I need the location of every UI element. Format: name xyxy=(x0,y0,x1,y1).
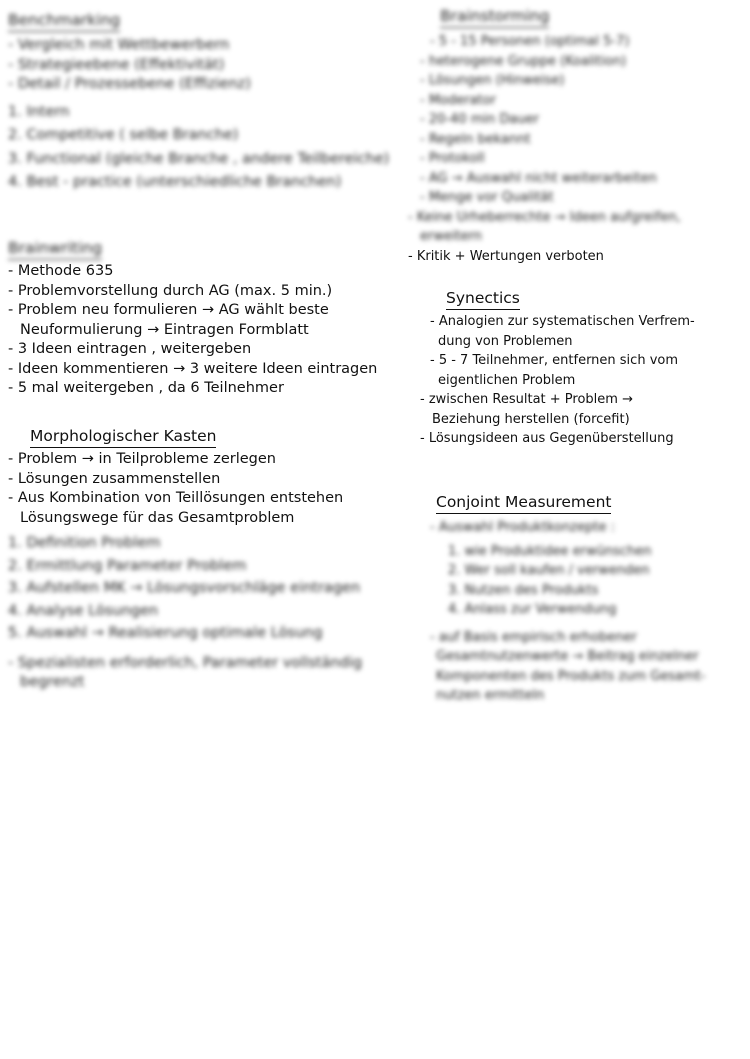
note-line: 3. Nutzen des Produkts xyxy=(448,582,599,598)
note-line: - heterogene Gruppe (Koalition) xyxy=(420,53,627,69)
note-line: - Keine Urheberrechte → Ideen aufgreifen, xyxy=(408,209,681,225)
note-line: - Kritik + Wertungen verboten xyxy=(408,248,604,264)
note-line: Lösungswege für das Gesamtproblem xyxy=(20,509,295,526)
section-lines xyxy=(8,36,408,193)
note-line: - AG → Auswahl nicht weiterarbeiten xyxy=(420,170,657,186)
section-morphologischer-kasten xyxy=(8,426,408,693)
section-lines xyxy=(8,262,408,399)
note-line: 4. Best - practice (unterschiedliche Branchen) xyxy=(8,174,342,190)
note-line: - Regeln bekannt xyxy=(420,131,531,147)
section-heading: Conjoint Measurement xyxy=(436,492,611,514)
note-line: - zwischen Resultat + Problem → xyxy=(420,392,633,407)
section-heading: Benchmarking xyxy=(8,10,120,32)
note-line: - Strategieebene (Effektivität) xyxy=(8,56,225,73)
note-line: begrenzt xyxy=(20,674,85,690)
note-line: - 20-40 min Dauer xyxy=(420,112,539,127)
note-line: - 5 - 15 Personen (optimal 5-7) xyxy=(430,34,630,49)
note-line: 3. Aufstellen MK → Lösungsvorschläge eintragen xyxy=(8,580,361,596)
note-line: - Problemvorstellung durch AG (max. 5 min.) xyxy=(8,282,333,299)
section-conjoint-measurement xyxy=(408,492,744,706)
note-line: - Menge vor Qualität xyxy=(420,190,554,205)
note-line: - Auswahl Produktkonzepte : xyxy=(430,520,615,535)
note-line: Beziehung herstellen (forcefit) xyxy=(432,411,630,427)
section-brainwriting xyxy=(8,238,408,399)
note-line: - Moderator xyxy=(420,92,496,108)
note-line: dung von Problemen xyxy=(438,333,573,349)
note-line: 3. Functional (gleiche Branche , andere Teilbereiche) xyxy=(8,150,390,167)
note-line: - Analogien zur systematischen Verfrem- xyxy=(430,314,695,329)
note-line: - 3 Ideen eintragen , weitergeben xyxy=(8,341,252,357)
note-line: Komponenten des Produkts zum Gesamt- xyxy=(436,668,706,684)
note-line: - Methode 635 xyxy=(8,263,114,279)
note-line: - Problem neu formulieren → AG wählt beste xyxy=(8,302,329,318)
note-line: 2. Wer soll kaufen / verwenden xyxy=(448,563,650,578)
section-lines xyxy=(8,450,408,693)
note-line: erweitern xyxy=(420,229,483,244)
section-benchmarking xyxy=(8,10,408,193)
note-line: 5. Auswahl → Realisierung optimale Lösung xyxy=(8,625,323,641)
note-line: - Detail / Prozessebene (Effizienz) xyxy=(8,76,251,92)
note-line: Gesamtnutzenwerte → Beitrag einzelner xyxy=(436,649,699,664)
section-lines xyxy=(408,32,744,247)
section-brainstorming xyxy=(408,6,744,266)
section-heading: Brainwriting xyxy=(8,238,102,260)
note-line: 4. Anlass zur Verwendung xyxy=(448,602,617,617)
note-line: 1. wie Produktidee erwünschen xyxy=(448,543,652,559)
note-line: Neuformulierung → Eintragen Formblatt xyxy=(20,321,309,338)
note-line: - Vergleich mit Wettbewerbern xyxy=(8,37,230,53)
section-heading: Morphologischer Kasten xyxy=(30,426,216,448)
note-line: - 5 mal weitergeben , da 6 Teilnehmer xyxy=(8,380,284,396)
note-line: 4. Analyse Lösungen xyxy=(8,602,159,619)
note-line: - Lösungen zusammenstellen xyxy=(8,470,221,487)
section-heading: Brainstorming xyxy=(440,6,549,28)
note-line: eigentlichen Problem xyxy=(438,372,576,388)
note-line: 1. Definition Problem xyxy=(8,535,161,551)
blurred-steps xyxy=(8,534,408,693)
note-line: 2. Competitive ( selbe Branche) xyxy=(8,127,239,143)
note-line: 2. Ermittlung Parameter Problem xyxy=(8,557,247,574)
section-lines xyxy=(408,312,744,449)
section-lines xyxy=(408,518,744,706)
note-line: - Problem → in Teilprobleme zerlegen xyxy=(8,451,276,467)
note-line: 1. Intern xyxy=(8,103,70,120)
note-line: - Spezialisten erforderlich, Parameter vollständig xyxy=(8,654,363,671)
note-line: nutzen ermitteln xyxy=(436,688,545,703)
note-line: - Lösungen (Hinweise) xyxy=(420,73,565,88)
note-line: - 5 - 7 Teilnehmer, entfernen sich vom xyxy=(430,353,679,368)
section-lines-readable xyxy=(408,247,744,267)
section-synectics xyxy=(408,288,744,449)
note-line: - Lösungsideen aus Gegenüberstellung xyxy=(420,431,674,446)
note-line: - Aus Kombination von Teillösungen entstehen xyxy=(8,490,344,506)
note-line: - Ideen kommentieren → 3 weitere Ideen eintragen xyxy=(8,360,378,377)
section-heading: Synectics xyxy=(446,288,520,310)
note-line: - Protokoll xyxy=(420,151,485,166)
note-line: - auf Basis empirisch erhobener xyxy=(430,629,637,645)
